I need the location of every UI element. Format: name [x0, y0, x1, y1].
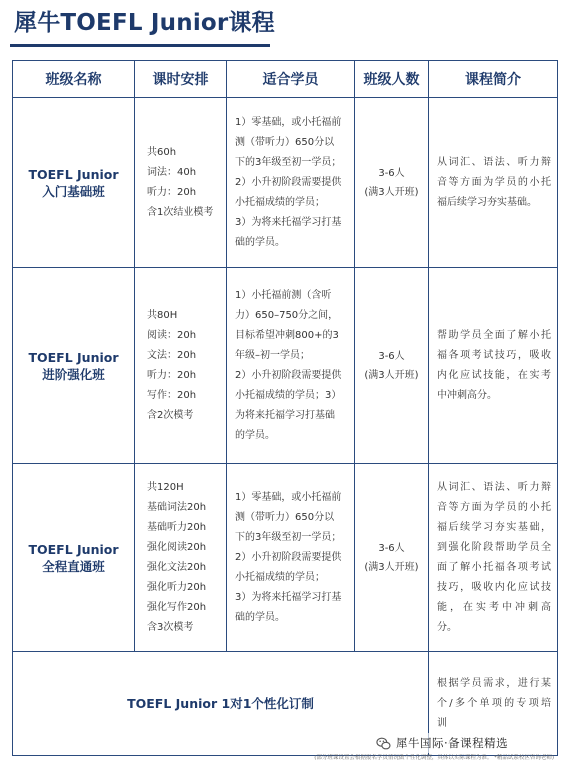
page-title: 犀牛TOEFL Junior课程: [14, 10, 275, 36]
intro-line: 帮助学员全面了解小托: [437, 329, 551, 341]
class-size-cell: [355, 268, 429, 464]
intro-line: 根据学员需求，进行某: [437, 677, 551, 689]
schedule-line: 强化写作20h: [147, 601, 207, 613]
schedule-line: 文法：20h: [147, 349, 197, 361]
schedule-line: 含3次模考: [147, 621, 194, 633]
schedule-line: 强化听力20h: [147, 581, 207, 593]
intro-line: 福后续学习夯实基础，: [437, 521, 551, 533]
class-name-en: TOEFL Junior: [28, 349, 119, 365]
class-name-cell: [13, 268, 135, 464]
schedule-line: 基础词法20h: [147, 501, 207, 513]
fit-line: 2）小升初阶段需要提供: [235, 369, 342, 381]
intro-line: 音等方面为学员的小托: [437, 501, 551, 513]
intro-line: 能，在实考中冲刺高: [437, 601, 551, 613]
one-on-one-cell: [13, 652, 429, 756]
intro-line: 福后续学习夯实基础。: [437, 196, 537, 208]
fit-line: 1）零基础，或小托福前: [235, 491, 342, 503]
class-size: 3-6人: [378, 542, 405, 554]
schedule-line: 含2次模考: [147, 409, 194, 421]
class-name-en: TOEFL Junior: [28, 541, 119, 557]
table-row: [13, 268, 558, 464]
fit-line: 础的学员。: [235, 236, 285, 248]
class-size: 3-6人: [378, 350, 405, 362]
suitable-students-cell: [227, 464, 355, 652]
watermark-text: 犀牛国际·备课程精选: [396, 736, 509, 750]
fit-line: 础的学员。: [235, 611, 285, 623]
schedule-line: 共60h: [147, 146, 177, 158]
schedule-line: 听力：20h: [147, 186, 197, 198]
schedule-cell: [135, 268, 227, 464]
header-schedule: 课时安排: [135, 61, 227, 98]
fit-line: 1）零基础，或小托福前: [235, 116, 342, 128]
class-name-cn: 进阶强化班: [42, 366, 105, 382]
fit-line: 下的3年级至初一学员；: [235, 156, 342, 168]
fit-line: 1）小托福前测（含听: [235, 289, 332, 301]
table-row: [13, 464, 558, 652]
fit-line: 为将来托福学习打基础: [235, 409, 335, 421]
course-intro-cell: [429, 268, 558, 464]
course-table: [12, 60, 558, 756]
class-size-note: (满3人开班): [364, 186, 419, 198]
fit-line: 测（带听力）650分以: [235, 511, 335, 523]
class-name-en: TOEFL Junior: [28, 166, 119, 182]
class-name-cn: 全程直通班: [42, 558, 105, 574]
fit-line: 小托福成绩的学员；: [235, 571, 325, 583]
intro-line: 个/多个单项的专项培: [437, 697, 551, 709]
fit-line: 3）为将来托福学习打基: [235, 216, 342, 228]
schedule-line: 强化阅读20h: [147, 541, 207, 553]
intro-line: 分。: [437, 621, 457, 633]
table-row: [13, 98, 558, 268]
class-size-cell: [355, 464, 429, 652]
schedule-cell: [135, 98, 227, 268]
schedule-line: 含1次结业模考: [147, 206, 214, 218]
intro-line: 面了解小托福各项考试: [437, 561, 551, 573]
schedule-line: 共80H: [147, 309, 178, 321]
schedule-line: 听力：20h: [147, 369, 197, 381]
schedule-line: 阅读：20h: [147, 329, 197, 341]
course-intro-cell: [429, 464, 558, 652]
header-class-size: 班级人数: [355, 61, 429, 98]
intro-line: 福各项考试技巧，吸收: [437, 349, 551, 361]
fit-line: 目标希望冲刺800+的3: [235, 329, 339, 341]
class-name-cell: [13, 98, 135, 268]
fit-line: 年级–初一学员；: [235, 349, 310, 361]
intro-line: 中冲刺高分。: [437, 389, 497, 401]
intro-line: 从词汇、语法、听力辩: [437, 156, 551, 168]
schedule-line: 共120H: [147, 481, 184, 493]
one-on-one-label: TOEFL Junior 1对1个性化订制: [127, 695, 314, 711]
class-size-cell: [355, 98, 429, 268]
intro-line: 技巧，吸收内化应试技: [437, 581, 551, 593]
schedule-line: 基础听力20h: [147, 521, 207, 533]
fit-line: 3）为将来托福学习打基: [235, 591, 342, 603]
intro-line: 音等方面为学员的小托: [437, 176, 551, 188]
class-size-note: (满3人开班): [364, 561, 419, 573]
class-size: 3-6人: [378, 167, 405, 179]
intro-line: 内化应试技能，在实考: [437, 369, 551, 381]
fit-line: 2）小升初阶段需要提供: [235, 551, 342, 563]
schedule-line: 强化文法20h: [147, 561, 207, 573]
footnote: (部分班课设置会根据报名学员情况做个性化调整，具体以实际课程为准。 *精品试系校区咨询老师): [314, 755, 554, 761]
header-course-intro: 课程简介: [429, 61, 558, 98]
watermark: [374, 733, 510, 753]
fit-line: 2）小升初阶段需要提供: [235, 176, 342, 188]
schedule-line: 词法：40h: [147, 166, 197, 178]
course-intro-cell: [429, 98, 558, 268]
title-underline: [10, 44, 270, 47]
schedule-cell: [135, 464, 227, 652]
schedule-line: 写作：20h: [147, 389, 197, 401]
table-header-row: [13, 61, 558, 98]
fit-line: 下的3年级至初一学员；: [235, 531, 342, 543]
fit-line: 测（带听力）650分以: [235, 136, 335, 148]
intro-line: 从词汇、语法、听力辩: [437, 481, 551, 493]
suitable-students-cell: [227, 98, 355, 268]
fit-line: 小托福成绩的学员；3）: [235, 389, 342, 401]
class-size-note: (满3人开班): [364, 369, 419, 381]
fit-line: 小托福成绩的学员；: [235, 196, 325, 208]
fit-line: 力）650–750分之间，: [235, 309, 339, 321]
header-class-name: 班级名称: [13, 61, 135, 98]
class-name-cn: 入门基础班: [42, 183, 105, 199]
fit-line: 的学员。: [235, 429, 275, 441]
class-name-cell: [13, 464, 135, 652]
wechat-icon: [376, 736, 391, 751]
header-suitable-students: 适合学员: [227, 61, 355, 98]
intro-line: 到强化阶段帮助学员全: [437, 541, 551, 553]
suitable-students-cell: [227, 268, 355, 464]
intro-line: 训: [437, 717, 447, 729]
